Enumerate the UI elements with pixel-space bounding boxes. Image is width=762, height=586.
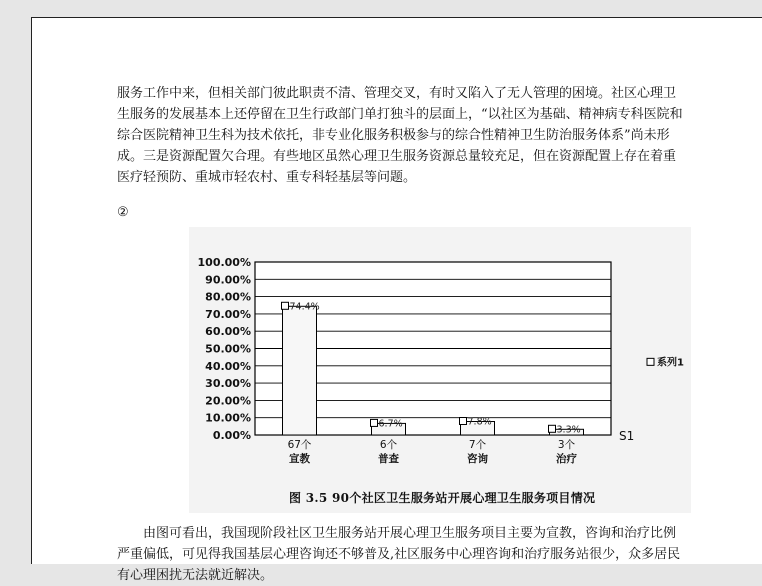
- data-label-marker: [371, 419, 378, 426]
- y-tick-label: 70.00%: [205, 307, 251, 321]
- body-paragraph: 服务工作中来，但相关部门彼此职责不清、管理交叉，有时又陷入了无人管理的困境。社区心理卫生服务的发展基本上还停留在卫生行政部门单打独斗的层面上，“以社区为基础、精神病专科医院和综合医院精神卫生科为技术依托，非专业化服务积极参与的综合性精神卫生防治服务体系”尚未形成。三是资源配置欠合理。有些地区虽然心理卫生服务资源总量较充足，但在资源配置上存在着重医疗轻预防、重城市轻农村、重专科轻基层等问题。: [117, 86, 683, 185]
- x-count-label: 67个: [287, 439, 312, 451]
- data-label-marker: [460, 418, 467, 425]
- x-count-label: 6个: [379, 439, 398, 451]
- x-count-label: 3个: [557, 439, 576, 451]
- y-tick-label: 90.00%: [205, 273, 251, 287]
- document-page: [31, 17, 762, 583]
- y-tick-label: 10.00%: [205, 411, 251, 425]
- x-tick-label: 普查: [378, 453, 399, 465]
- x-count-label: 7个: [468, 439, 487, 451]
- data-label: 3.3%: [556, 424, 581, 436]
- data-label-marker: [282, 302, 289, 309]
- data-label-marker: [549, 425, 556, 432]
- y-tick-label: 40.00%: [205, 359, 251, 373]
- series-axis-label: S1: [619, 429, 635, 443]
- figure-caption: 图 3.5 90个社区卫生服务站开展心理卫生服务项目情况: [289, 491, 596, 505]
- footnote-marker: ②: [117, 205, 129, 220]
- x-tick-label: 咨询: [467, 453, 488, 465]
- bar: [283, 306, 317, 435]
- y-tick-label: 30.00%: [205, 377, 251, 391]
- figure-3-5: [189, 227, 691, 513]
- x-tick-label: 宣教: [289, 453, 310, 465]
- y-tick-label: 0.00%: [212, 429, 251, 442]
- y-tick-label: 100.00%: [197, 256, 251, 269]
- data-label: 7.8%: [467, 416, 492, 428]
- data-label: 74.4%: [289, 301, 320, 313]
- bar-chart: [189, 227, 691, 487]
- y-tick-label: 80.00%: [205, 290, 251, 304]
- legend-marker: [647, 358, 654, 365]
- x-tick-label: 治疗: [556, 453, 577, 465]
- legend-entry: 系列1: [657, 357, 684, 369]
- y-tick-label: 60.00%: [205, 325, 251, 339]
- y-tick-label: 20.00%: [205, 394, 251, 408]
- body-paragraph-analysis: 由图可看出，我国现阶段社区卫生服务站开展心理卫生服务项目主要为宣教，咨询和治疗比例严重偏低，可见得我国基层心理咨询还不够普及,社区服务中心理咨询和治疗服务站很少，众多居民有心理困扰无法就近解决。: [117, 526, 681, 583]
- y-tick-label: 50.00%: [205, 342, 251, 356]
- data-label: 6.7%: [378, 418, 403, 430]
